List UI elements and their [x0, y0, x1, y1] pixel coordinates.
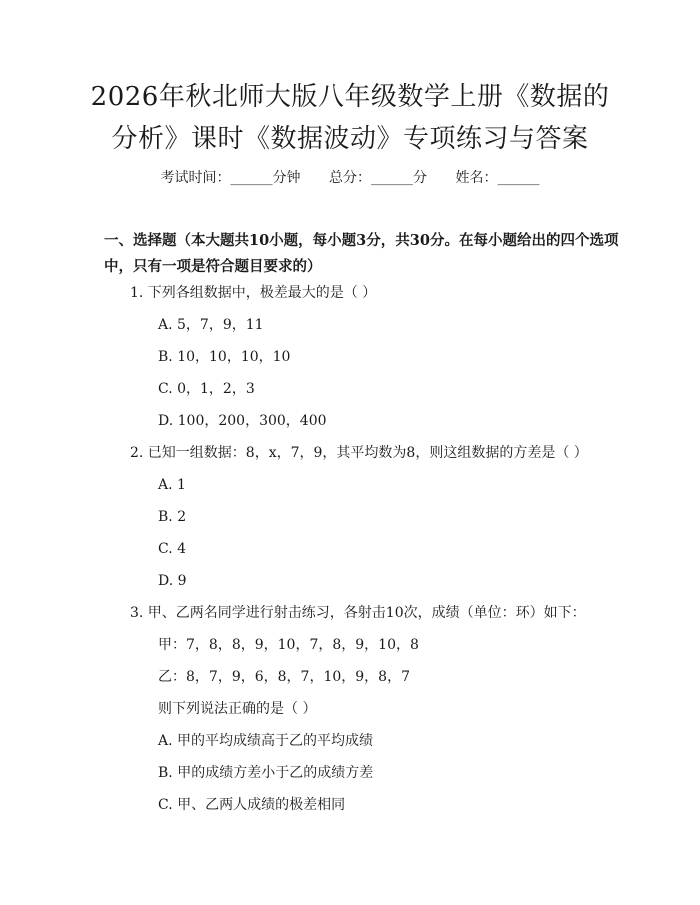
exam-info	[0, 168, 700, 188]
question-2-option-c: C. 4	[158, 541, 187, 557]
question-1-option-c: C. 0，1，2，3	[158, 381, 255, 397]
title-line-2: 分析》课时《数据波动》专项练习与答案	[111, 124, 589, 154]
question-3-question: 则下列说法正确的是（ ）	[158, 701, 317, 717]
question-3-option-b: B. 甲的成绩方差小于乙的成绩方差	[158, 765, 374, 781]
question-3-option-a: A. 甲的平均成绩高于乙的平均成绩	[158, 733, 374, 749]
total-score-field: 总分：______分	[329, 170, 427, 186]
question-3-data-jia: 甲：7，8，8，9，10，7，8，9，10，8	[158, 637, 419, 653]
name-field: 姓名：______	[455, 170, 540, 186]
question-3-data-yi: 乙：8，7，9，6，8，7，10，9，8，7	[158, 669, 410, 685]
question-2-option-d: D. 9	[158, 573, 187, 589]
question-2-option-a: A. 1	[158, 477, 186, 493]
section-heading: 一、选择题（本大题共10小题，每小题3分，共30分。在每小题给出的四个选项中，只有一项是符合题目要求的）	[104, 232, 619, 275]
document-title	[60, 76, 640, 160]
exam-time-field: 考试时间：______分钟	[160, 170, 301, 186]
title-line-1: 2026年秋北师大版八年级数学上册《数据的	[90, 82, 610, 112]
question-1-option-d: D. 100，200，300，400	[158, 413, 327, 429]
question-3-stem: 3. 甲、乙两名同学进行射击练习，各射击10次，成绩（单位：环）如下：	[130, 605, 586, 621]
question-1-stem: 1. 下列各组数据中，极差最大的是（ ）	[130, 285, 377, 301]
question-2-option-b: B. 2	[158, 509, 187, 525]
question-3-option-c: C. 甲、乙两人成绩的极差相同	[158, 797, 346, 813]
question-1-option-b: B. 10，10，10，10	[158, 349, 291, 365]
question-1-option-a: A. 5，7，9，11	[158, 317, 264, 333]
question-2-stem: 2. 已知一组数据：8，x，7，9，其平均数为8，则这组数据的方差是（ ）	[130, 445, 588, 461]
